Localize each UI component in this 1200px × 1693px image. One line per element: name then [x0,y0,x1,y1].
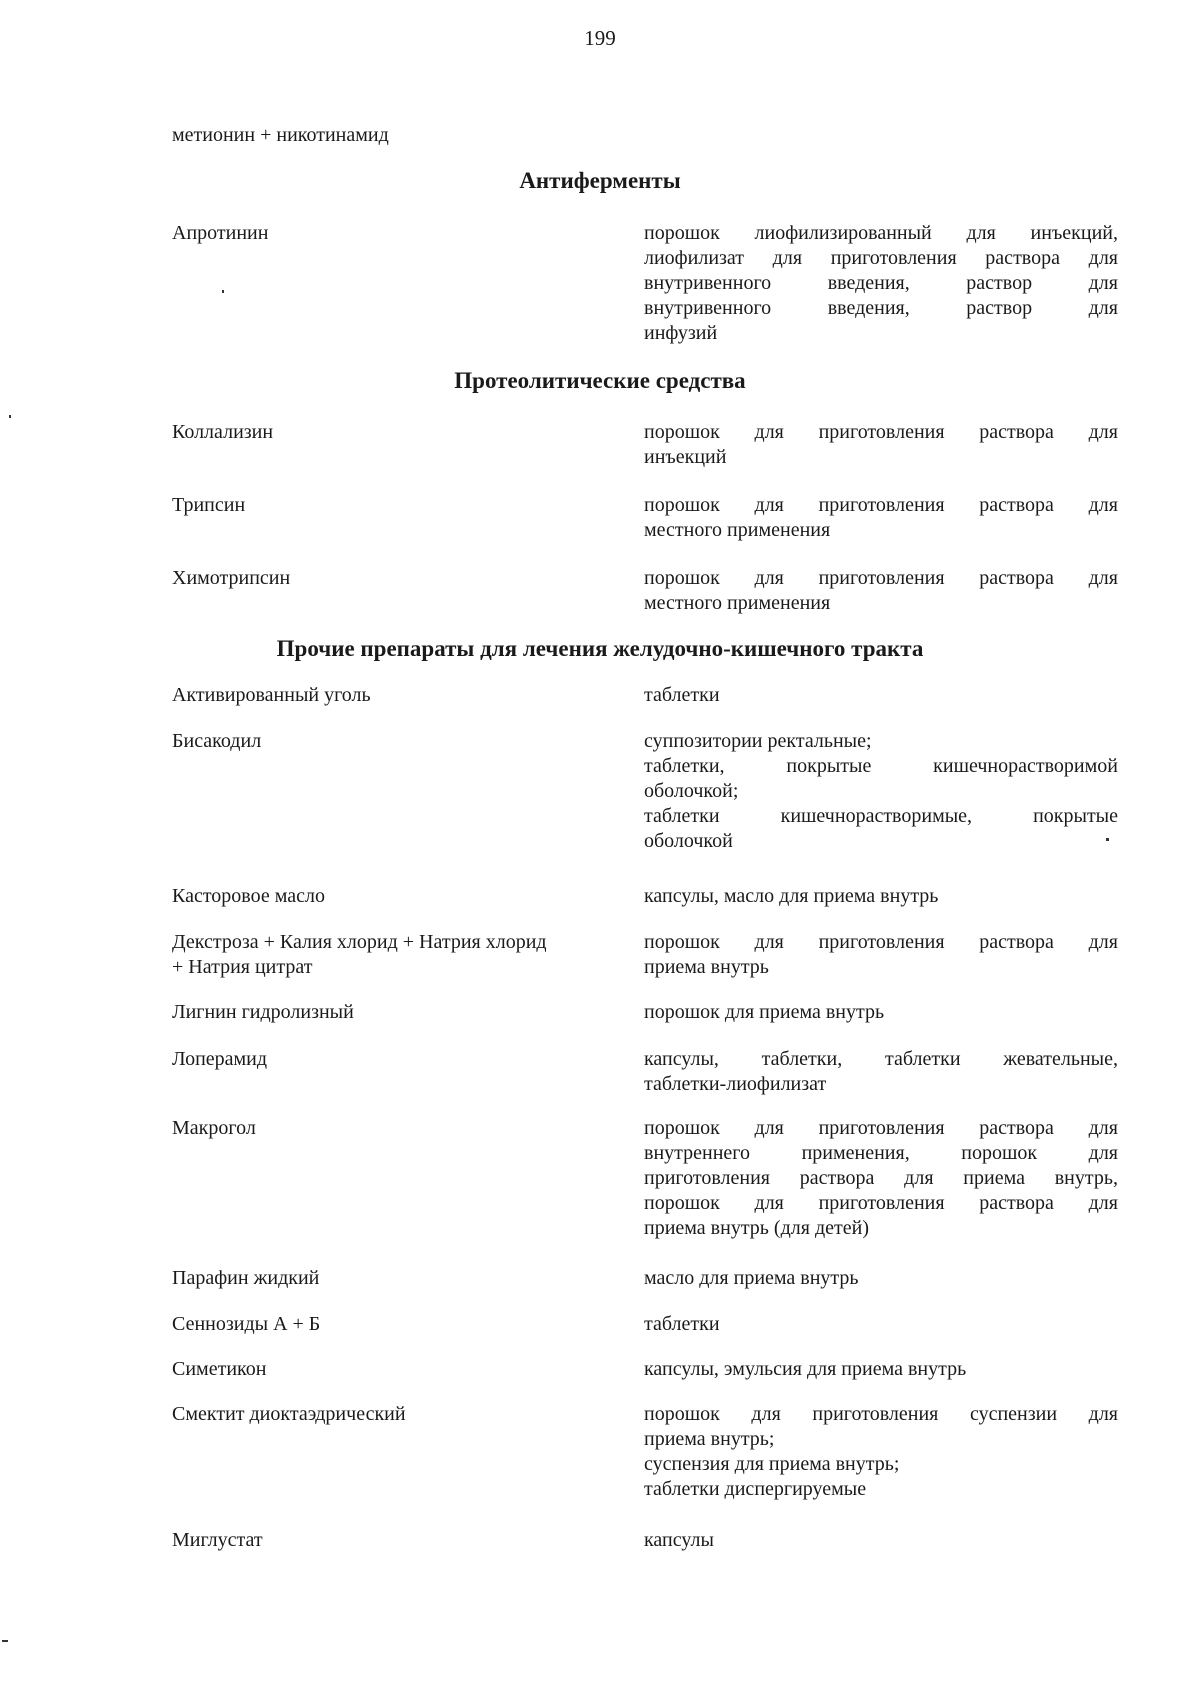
dosage-form-line: суппозитории ректальные; [644,730,872,752]
dosage-form-line: таблетки-лиофилизат [644,1073,827,1095]
drug-name-line: Смектит диоктаэдрический [172,1403,406,1425]
drug-name [172,1357,642,1382]
dosage-form-line: таблетки диспергируемые [644,1478,867,1500]
drug-name [172,566,642,591]
dosage-form-line: капсулы, таблетки, таблетки жевательные, [644,1048,1118,1070]
dosage-form-line: приема внутрь (для детей) [644,1217,869,1239]
dosage-form-line: порошок для приготовления раствора для [644,494,1118,516]
dosage-form-line: внутривенного введения, раствор для [644,272,1118,294]
dosage-form-line: порошок для приготовления раствора для [644,1192,1118,1214]
drug-name-line: Миглустат [172,1529,263,1551]
drug-name-line: Лигнин гидролизный [172,1001,354,1023]
section-heading: Прочие препараты для лечения желудочно-кишечного тракта [276,636,924,661]
drug-name-line: Активированный уголь [172,684,371,706]
dosage-form-line: масло для приема внутрь [644,1267,859,1289]
drug-name-line: Макрогол [172,1117,256,1139]
drug-name-line: Декстроза + Калия хлорид + Натрия хлорид [172,931,547,953]
dosage-form-line: оболочкой [644,830,733,852]
drug-name-line: Парафин жидкий [172,1267,320,1289]
drug-name [172,1047,642,1072]
drug-name [172,493,642,518]
dosage-form-line: местного применения [644,519,831,541]
drug-name [172,930,642,980]
dosage-form-line: инфузий [644,322,718,344]
dosage-form [644,930,1118,980]
drug-name [172,221,642,246]
dosage-form [644,1116,1118,1241]
dosage-form-line: приема внутрь; [644,1428,775,1450]
drug-name-line: Сеннозиды А + Б [172,1313,321,1335]
scan-mark [2,1640,8,1642]
dosage-form [644,1402,1118,1502]
scan-mark [9,415,11,418]
dosage-form-line: порошок для приготовления суспензии для [644,1403,1118,1425]
dosage-form [644,221,1118,346]
intro-line: метионин + никотинамид [172,124,389,146]
dosage-form [644,884,1118,909]
section-heading: Антиферменты [519,168,681,193]
dosage-form-line: порошок для приема внутрь [644,1001,885,1023]
dosage-form-line: приема внутрь [644,956,769,978]
dosage-form [644,1047,1118,1097]
dosage-form [644,566,1118,616]
dosage-form-line: местного применения [644,592,831,614]
dosage-form-line: порошок лиофилизированный для инъекций, [644,222,1118,244]
drug-name-line: Апротинин [172,222,269,244]
dosage-form [644,493,1118,543]
drug-name [172,683,642,708]
drug-name-line: Бисакодил [172,730,262,752]
dosage-form [644,1266,1118,1291]
drug-name-line: Химотрипсин [172,567,291,589]
dosage-form-line: порошок для приготовления раствора для [644,1117,1118,1139]
dosage-form [644,729,1118,854]
drug-name [172,420,642,445]
dosage-form-line: приготовления раствора для приема внутрь, [644,1167,1118,1189]
dosage-form-line: капсулы, масло для приема внутрь [644,885,939,907]
drug-name [172,1000,642,1025]
dosage-form-line: капсулы, эмульсия для приема внутрь [644,1358,967,1380]
dosage-form-line: таблетки кишечнорастворимые, покрытые [644,805,1118,827]
drug-name-line: + Натрия цитрат [172,956,313,978]
dosage-form-line: таблетки [644,684,720,706]
dosage-form [644,1357,1118,1382]
dosage-form [644,683,1118,708]
drug-name [172,729,642,754]
dosage-form [644,420,1118,470]
dosage-form-line: лиофилизат для приготовления раствора для [644,247,1118,269]
scan-mark [1106,838,1109,841]
drug-name-line: Симетикон [172,1358,267,1380]
dosage-form-line: таблетки, покрытые кишечнорастворимой [644,755,1118,777]
dosage-form-line: порошок для приготовления раствора для [644,931,1118,953]
dosage-form-line: таблетки [644,1313,720,1335]
dosage-form-line: инъекций [644,446,727,468]
dosage-form-line: порошок для приготовления раствора для [644,567,1118,589]
drug-name [172,1116,642,1141]
dosage-form [644,1000,1118,1025]
scan-mark [222,290,224,293]
dosage-form-line: порошок для приготовления раствора для [644,421,1118,443]
section-heading: Протеолитические средства [454,368,746,393]
drug-name [172,1266,642,1291]
drug-name [172,884,642,909]
drug-name [172,1528,642,1553]
dosage-form-line: внутреннего применения, порошок для [644,1142,1118,1164]
dosage-form [644,1312,1118,1337]
drug-name-line: Коллализин [172,421,274,443]
page-number: 199 [584,26,616,50]
drug-name-line: Лоперамид [172,1048,268,1070]
dosage-form-line: суспензия для приема внутрь; [644,1453,900,1475]
drug-name [172,1402,642,1427]
drug-name-line: Трипсин [172,494,246,516]
dosage-form-line: капсулы [644,1529,714,1551]
dosage-form [644,1528,1118,1553]
dosage-form-line: оболочкой; [644,780,739,802]
dosage-form-line: внутривенного введения, раствор для [644,297,1118,319]
drug-name [172,1312,642,1337]
drug-name-line: Касторовое масло [172,885,325,907]
